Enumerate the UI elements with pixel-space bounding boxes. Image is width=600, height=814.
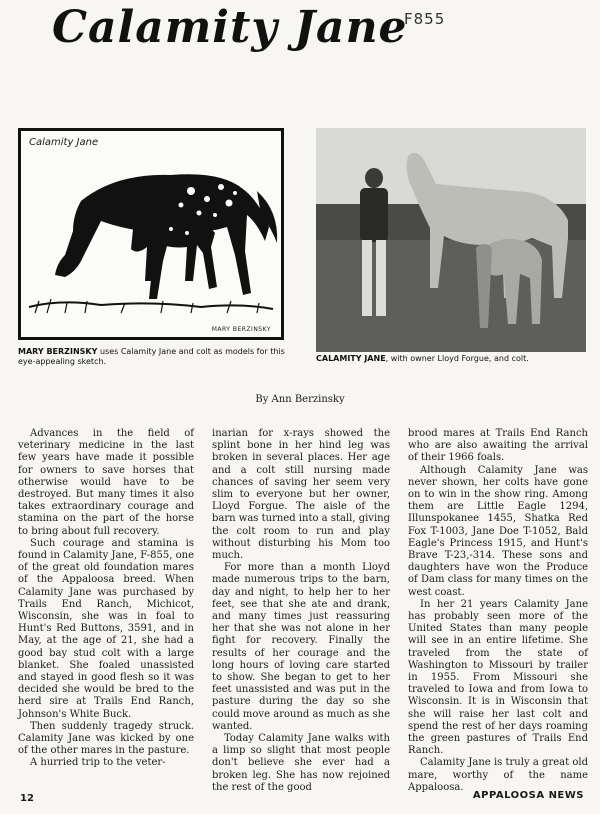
paragraph: Such courage and stamina is found in Calamity Jane, F-855, one of the great old foundation mares of the Appaloosa breed. When Calamity Jane was purchased by Trails End Ranch, Michicot, Wisconsin, she was in foal to Hunt's Red Buttons, 3591, and in May, at the age of 21, she had a good bay stud colt with a large blanket. She foaled unassisted and stayed in good flesh so it was decided she would be bred to the herd sire at Trails End Ranch, Johnson's White Buck. bbox=[18, 537, 194, 720]
sketch-signature: MARY BERZINSKY bbox=[211, 326, 271, 333]
paragraph: Today Calamity Jane walks with a limp so slight that most people don't believe she ever had a broken leg. She has now rejoined the rest of the good bbox=[212, 733, 390, 793]
text-column-2 bbox=[212, 428, 390, 794]
paragraph: brood mares at Trails End Ranch who are also awaiting the arrival of their 1966 foals. bbox=[408, 428, 588, 464]
photo-scene bbox=[316, 128, 586, 352]
paragraph: In her 21 years Calamity Jane has probably seen more of the United States than many people will see in an entire lifetime. She traveled from the state of Washington to Missouri by trailer in 1955. From Missouri she traveled to Iowa and from Iowa to Wisconsin. It is in Wisconsin that she will raise her last colt and spend the rest of her days roaming the green pastures of Trails End Ranch. bbox=[408, 598, 588, 757]
paragraph: Although Calamity Jane was never shown, her colts have gone on to win in the show ring. Among them are Little Eagle 1294, Illunspokanee 1455, Shatka Red Fox T-1003, Jane Doe T-1052, Bald Eagle's Princess 1915, and Hunt's Brave T-23,-314. These sons and daughters have won the Produce of Dam class for many times on the west coast. bbox=[408, 464, 588, 598]
paragraph: A hurried trip to the veter- bbox=[30, 757, 166, 769]
photo-caption-name: CALAMITY JANE bbox=[316, 354, 386, 363]
mare-and-colt-sketch bbox=[21, 131, 281, 337]
paragraph: For more than a month Lloyd made numerous trips to the barn, day and night, to help her to her feet, see that she ate and drank, and many times just reassuring her that she was not alone in her fight for recovery. Finally the results of her courage and the long hours of loving care started to show. She began to get to her feet unassisted and was put in the pasture during the day so she could move around as much as she wanted. bbox=[212, 562, 390, 732]
paragraph: Advances in the field of veterinary medicine in the last few years have made it possible for owners to save horses that otherwise would have to be destroyed. But many times it also takes extraordinary courage and stamina on the part of the horse to bring about full recovery. bbox=[18, 428, 194, 537]
byline: By Ann Berzinsky bbox=[255, 394, 345, 405]
sketch-caption bbox=[18, 347, 290, 367]
sketch-label: Calamity Jane bbox=[29, 137, 99, 148]
text-column-1 bbox=[18, 428, 194, 770]
sketch-caption-text: uses Calamity Jane and colt as models for this eye-appealing sketch. bbox=[18, 347, 285, 366]
paragraph: Then suddenly tragedy struck. Calamity Jane was kicked by one of the other mares in the pasture. bbox=[18, 720, 194, 757]
article-title: Calamity Jane bbox=[52, 2, 408, 53]
sketch-illustration bbox=[18, 128, 284, 340]
paragraph: inarian for x-rays showed the splint bone in her hind leg was broken in several places. Her age and a colt still nursing made chances of saving her seem very slim to everyone but her owner, Lloyd Forgue. The aisle of the barn was turned into a stall, giving the colt room to run and play without disturbing his Mom too much. bbox=[212, 428, 390, 562]
text-column-3 bbox=[408, 428, 588, 794]
photo-caption-text: , with owner Lloyd Forgue, and colt. bbox=[385, 354, 529, 363]
handwritten-note: F855 bbox=[404, 10, 446, 28]
horse-photo bbox=[316, 128, 586, 352]
sketch-caption-name: MARY BERZINSKY bbox=[18, 347, 98, 356]
photo-caption bbox=[316, 354, 596, 364]
page-number: 12 bbox=[20, 793, 34, 804]
paragraph: Calamity Jane is truly a great old mare, worthy of the name Appaloosa. bbox=[408, 757, 588, 793]
magazine-name: APPALOOSA NEWS bbox=[472, 790, 584, 801]
